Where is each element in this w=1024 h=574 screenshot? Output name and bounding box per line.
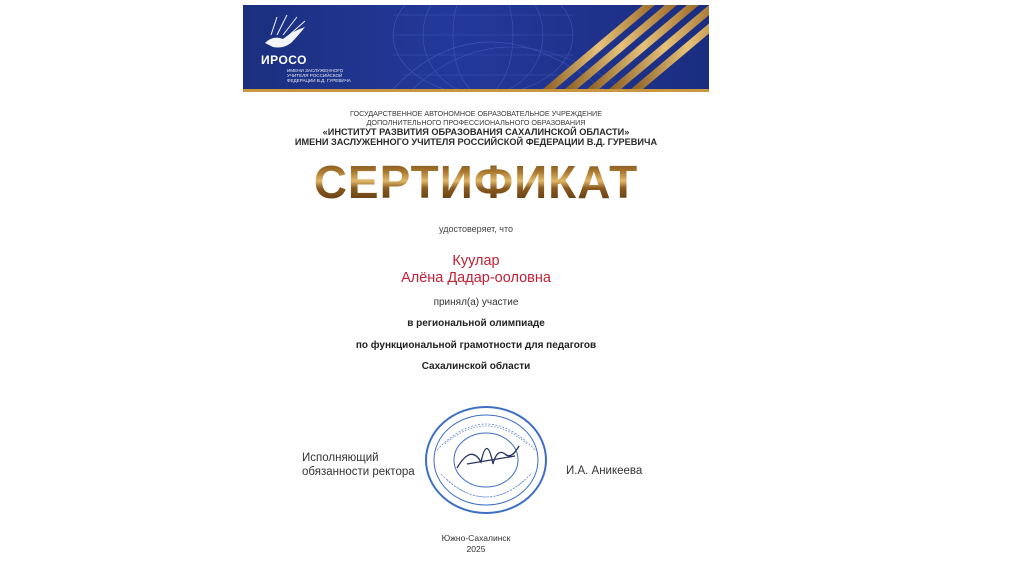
official-seal-stamp: [423, 404, 549, 516]
logo-text: ИРОСО: [261, 53, 308, 67]
recipient-surname: Куулар: [452, 253, 500, 269]
body-line-2: в региональной олимпиаде: [407, 318, 545, 329]
header-line-4: ИМЕНИ ЗАСЛУЖЕННОГО УЧИТЕЛЯ РОССИЙСКОЙ ФЕДЕРАЦИИ В.Д. ГУРЕВИЧА: [294, 137, 658, 147]
position-line-2: обязанности ректора: [302, 466, 415, 478]
signer-name: И.А. Аникеева: [566, 465, 643, 477]
body-line-1: принял(а) участие: [433, 297, 519, 308]
header-line-3: «ИНСТИТУТ РАЗВИТИЯ ОБРАЗОВАНИЯ САХАЛИНСКОЙ ОБЛАСТИ»: [322, 127, 630, 137]
footer-year: 2025: [466, 544, 486, 554]
bird-logo-icon: [265, 15, 305, 48]
signature-scribble: [457, 446, 519, 468]
footer-city: Южно-Сахалинск: [441, 533, 511, 543]
recipient-given-name: Алёна Дадар-ооловна: [401, 270, 551, 286]
header-line-1: ГОСУДАРСТВЕННОЕ АВТОНОМНОЕ ОБРАЗОВАТЕЛЬНОЕ УЧРЕЖДЕНИЕ: [350, 109, 602, 118]
certifies-text: удостоверяет, что: [439, 224, 513, 234]
header-line-2: ДОПОЛНИТЕЛЬНОГО ПРОФЕССИОНАЛЬНОГО ОБРАЗОВАНИЯ: [366, 117, 586, 127]
certificate-title: СЕРТИФИКАТ: [243, 156, 709, 208]
logo-subtitle: ИМЕНИ ЗАСЛУЖЕННОГО УЧИТЕЛЯ РОССИЙСКОЙ ФЕДЕРАЦИИ В.Д. ГУРЕВИЧА: [287, 68, 351, 84]
body-line-3: по функциональной грамотности для педагогов: [355, 340, 597, 351]
position-line-1: Исполняющий: [302, 452, 379, 464]
institution-header: [243, 110, 709, 127]
header-banner: [243, 5, 709, 92]
signer-position: [302, 451, 415, 479]
body-line-4: Сахалинской области: [421, 361, 531, 372]
certificate-page: [243, 0, 709, 574]
